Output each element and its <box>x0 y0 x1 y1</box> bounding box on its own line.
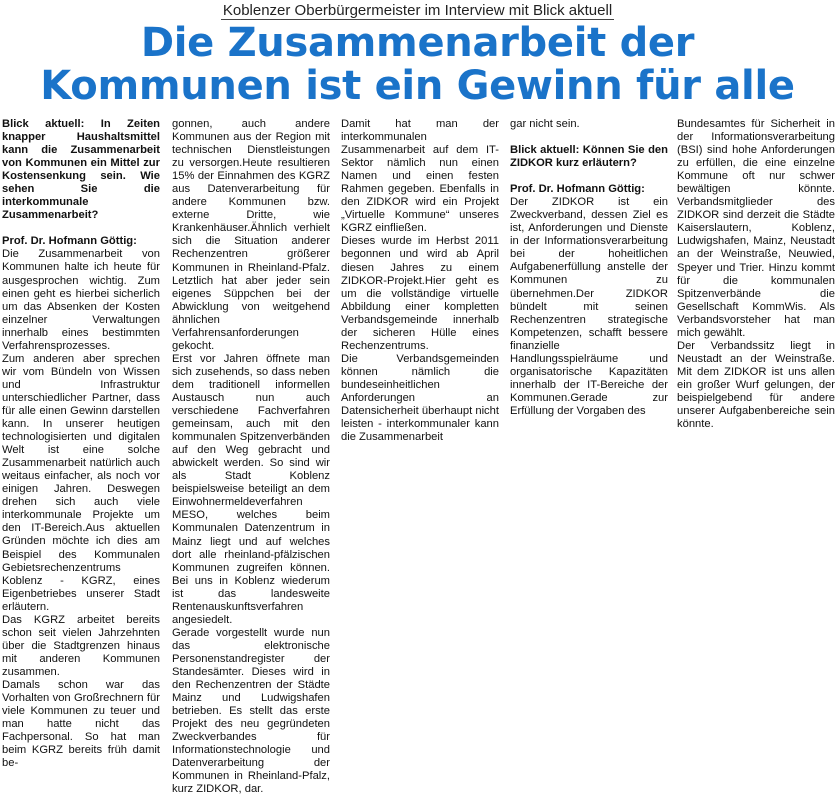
paragraph: Die Verbandsgemeinden können nämlich die bundeseinheitlichen Anforderungen an Datensicherheit überhaupt nicht leisten - interkommunaler kann die Zusammenarbeit <box>341 352 499 444</box>
paragraph: Der Verbandssitz liegt in Neustadt an der Weinstraße. Mit dem ZIDKOR ist uns allen ein großer Wurf gelungen, der beispielgebend für andere unserer Aufgabenbereiche sein könnte. <box>677 339 835 431</box>
headline-line-1: Die Zusammenarbeit der <box>140 20 695 66</box>
paragraph: Dieses wurde im Herbst 2011 begonnen und wird ab April diesen Jahres zu einem ZIDKOR-Projekt.Hier geht es um die vollständige virtuelle Abbildung einer kompletten Verbandsgemeinde innerhalb der sicheren Hülle eines Rechenzentrums. <box>341 235 499 352</box>
paragraph: Damals schon war das Vorhalten von Großrechnern für viele Kommunen zu teuer und man hatte nicht das Fachpersonal. So hat man beim KGRZ bereits früh damit be- <box>2 678 160 770</box>
paragraph: Zum anderen aber sprechen wir vom Bündeln von Wissen und Infrastruktur unterschiedlicher Partner, dass für alle einen Gewinn darstellen kann. In unserer heutigen technologisierten und digitalen Welt ist eine solche Zusammenarbeit natürlich auch weitaus einfacher, als noch vor einigen Jahren. Deswegen drehen sich auch viele interkommunale Projekte um den IT-Bereich.Aus aktuellen Gründen möchte ich dies am Beispiel des Kommunalen Gebietsrechenzentrums Koblenz - KGRZ, eines Eigenbetriebes unserer Stadt erläutern. <box>2 352 160 613</box>
text-column-4 <box>510 118 668 662</box>
paragraph: Die Zusammenarbeit von Kommunen halte ich heute für ausgesprochen wichtig. Zum einen geht es hierbei sicherlich um das Absenken der Kosten einzelner Verwaltungen innerhalb eines bestimmten Verfahrensprozesses. <box>2 248 160 352</box>
paragraph: Damit hat man der interkommunalen Zusammenarbeit auf dem IT-Sektor nämlich nun einen Namen und einen festen Rahmen gegeben. Ebenfalls in den ZIDKOR wird ein Projekt „Virtuelle Kommune“ unseres KGRZ einfließen. <box>341 118 499 235</box>
interview-question-1: Blick aktuell: In Zeiten knapper Haushaltsmittel kann die Zusammenarbeit von Kommunen ein Mittel zur Kostensenkung sein. Wie sehen Sie die interkommunale Zusammenarbeit? <box>2 118 160 222</box>
headline-line-2: Kommunen ist ein Gewinn für alle <box>40 63 795 109</box>
text-column-1 <box>2 118 160 770</box>
speaker-label: Prof. Dr. Hofmann Göttig: <box>510 183 645 196</box>
paragraph: Bundesamtes für Sicherheit in der Informationsverarbeitung (BSI) sind hohe Anforderungen zu erfüllen, die eine einzelne Kommune oft nur schwer bewältigen könnte. Verbandsmitglieder des ZIDKOR sind derzeit die Städte Kaiserslautern, Koblenz, Ludwigshafen, Mainz, Neustadt an der Weinstraße, Neuwied, Speyer und Trier. Hinzu kommt für die kommunalen Spitzenverbände die Gesellschaft KommWis. Als Verbandsvorsteher hat man mich gewählt. <box>677 118 835 339</box>
text-column-2 <box>172 118 330 796</box>
paragraph: Das KGRZ arbeitet bereits schon seit vielen Jahrzehnten über die Stadtgrenzen hinaus mit anderen Kommunen zusammen. <box>2 613 160 678</box>
text-column-3 <box>341 118 499 662</box>
paragraph: Gerade vorgestellt wurde nun das elektronische Personenstandregister der Standesämter. Dieses wird in den Rechenzentren der Städte Mainz und Ludwigshafen betrieben. Es stellt das erste Projekt des neu gegründeten Zweckverbandes für Informationstechnologie und Datenverarbeitung der Kommunen in Rheinland-Pfalz, kurz ZIDKOR, dar. <box>172 626 330 796</box>
paragraph: Der ZIDKOR ist ein Zweckverband, dessen Ziel es ist, Anforderungen und Dienste in der Informationsverarbeitung bei der hoheitlichen Aufgabenerfüllung anstelle der Kommunen zu übernehmen.Der ZIDKOR bündelt mit seinen Rechenzentren strategische Kompetenzen, schafft bessere finanzielle Handlungsspielräume und organisatorische Kapazitäten innerhalb der IT-Bereiche der Kommunen.Gerade zur Erfüllung der Vorgaben des <box>510 196 668 417</box>
speaker-label: Prof. Dr. Hofmann Göttig: <box>2 235 137 248</box>
paragraph: gonnen, auch andere Kommunen aus der Region mit technischen Dienstleistungen zu versorgen.Heute resultieren 15% der Einnahmen des KGRZ aus Datenverarbeitung für andere Kommunen bzw. externe Dritte, wie Krankenhäuser.Ähnlich verhielt sich die Situation anderer Rechenzentren größerer Kommunen in Rheinland-Pfalz. Letztlich hat aber jeder sein eigenes Süppchen bei der Abwicklung von weitgehend ähnlichen Verfahrensanforderungen gekocht. <box>172 118 330 352</box>
interview-question-2: Blick aktuell: Können Sie den ZIDKOR kurz erläutern? <box>510 144 668 170</box>
paragraph: gar nicht sein. <box>510 118 580 130</box>
kicker-text: Koblenzer Oberbürgermeister im Interview mit Blick aktuell <box>222 2 613 19</box>
paragraph: Erst vor Jahren öffnete man sich zusehends, so dass neben dem traditionell informellen Austausch nun auch verschiedene Fachverfahren gemeinsam, auch mit den kommunalen Spitzenverbänden auf den Weg gebracht und abwickelt werden. So sind wir als Stadt Koblenz beispielsweise beteiligt an dem Einwohnermeldeverfahren MESO, welches beim Kommunalen Datenzentrum in Mainz liegt und auf welches dort alle rheinland-pfälzischen Kommunen zugreifen können. Bei uns in Koblenz wiederum ist das landesweite Rentenauskunftsverfahren angesiedelt. <box>172 352 330 626</box>
text-column-5 <box>677 118 835 662</box>
headline <box>0 22 835 108</box>
kicker-line <box>0 2 835 19</box>
